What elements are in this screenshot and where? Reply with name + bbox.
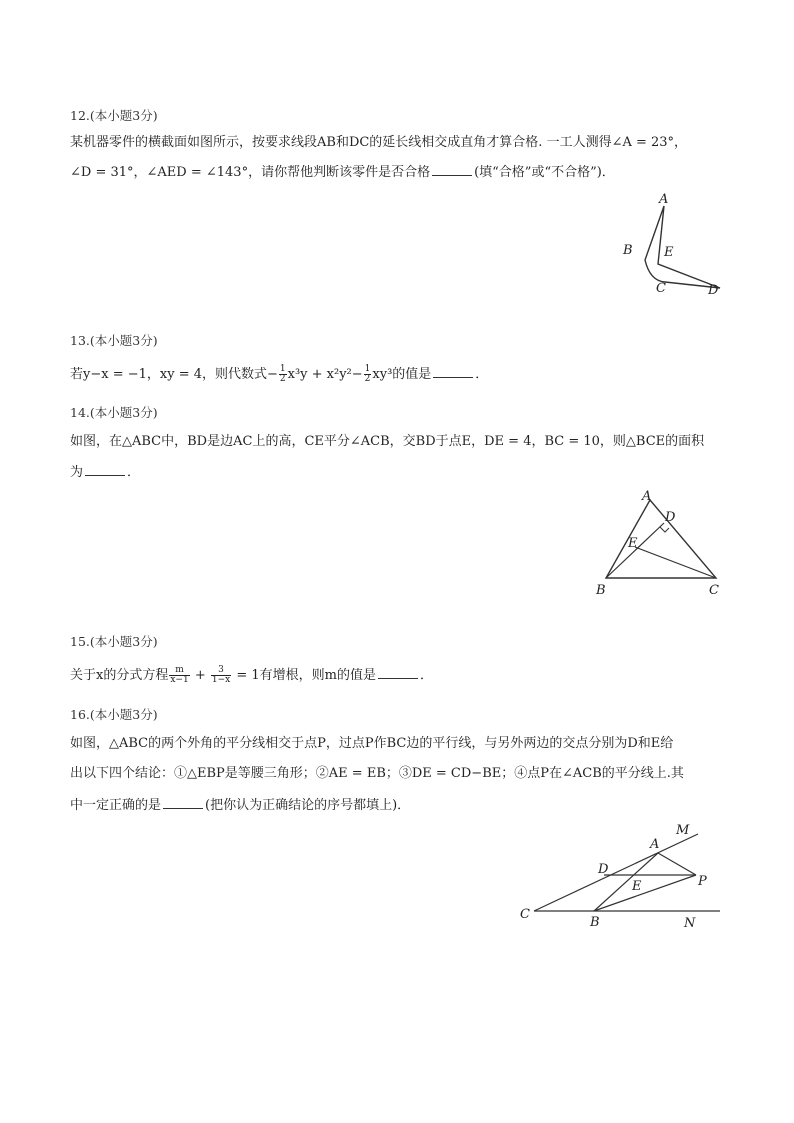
q12-label-B: B: [623, 243, 633, 258]
q15-tail: ．: [419, 668, 433, 683]
q15-text-pre: 关于x的分式方程: [70, 668, 169, 683]
q12-header: 12.(本小题3分): [70, 108, 158, 123]
q12-label-D: D: [708, 283, 719, 298]
q15-fraction-2: $\frac{3}{1-x}$: [211, 665, 231, 685]
q13-tail: ．: [475, 367, 489, 382]
q16-label-E: E: [632, 879, 642, 894]
q13-text-mid1: x³y + x²y²−: [287, 367, 363, 382]
q14-label-B: B: [596, 583, 606, 598]
q16-answer-blank[interactable]: [163, 795, 203, 809]
q14-label-E: E: [628, 536, 638, 551]
q16-label-P: P: [698, 874, 707, 889]
q14-line2-pre: 为: [70, 465, 84, 480]
q14-figure: [590, 486, 730, 605]
q12-line2-tail: (填“合格”或“不合格”)．: [474, 165, 615, 180]
q16-line3: [70, 795, 410, 816]
q13-header: 13.(本小题3分): [70, 333, 158, 348]
q12-label-A: A: [659, 192, 669, 207]
q16-figure: [512, 818, 732, 937]
q13-fraction-1: $\frac{1}{2}$: [279, 364, 286, 384]
q12-line2-text: ∠D = 31°，∠AED = ∠143°，请你帮他判断该零件是否合格: [70, 165, 431, 180]
q14-answer-blank[interactable]: [85, 462, 125, 476]
q15-answer-blank[interactable]: [378, 665, 418, 679]
q16-label-D: D: [598, 862, 609, 877]
q16-label-C: C: [520, 907, 530, 922]
q13-text-mid2: xy³的值是: [372, 367, 432, 382]
q15-plus: +: [190, 668, 210, 683]
q15-text-mid: = 1有增根，则m的值是: [232, 668, 376, 683]
q14-label-A: A: [642, 489, 652, 504]
q16-header: 16.(本小题3分): [70, 707, 158, 722]
q16-label-A: A: [650, 837, 660, 852]
q12-figure: [610, 188, 730, 304]
q16-line3-tail: (把你认为正确结论的序号都填上)．: [205, 798, 411, 813]
q16-line3-pre: 中一定正确的是: [70, 798, 162, 813]
q16-label-B: B: [590, 915, 600, 930]
q16-line2: 出以下四个结论：①△EBP是等腰三角形；②AE = EB；③DE = CD−BE；④点P在∠ACB的平分线上.其: [70, 766, 684, 781]
q14-line1: 如图，在△ABC中，BD是边AC上的高，CE平分∠ACB，交BD于点E，DE = 4，BC = 10，则△BCE的面积: [70, 434, 705, 449]
q13-fraction-2: $\frac{1}{2}$: [364, 364, 371, 384]
q12-answer-blank[interactable]: [432, 162, 472, 176]
q16-line1: 如图，△ABC的两个外角的平分线相交于点P，过点P作BC边的平行线，与另外两边的交点分别为D和E给: [70, 736, 674, 751]
q12-line1: 某机器零件的横截面如图所示，按要求线段AB和DC的延长线相交成直角才算合格. 一工人测得∠A = 23°，: [70, 135, 688, 150]
q15-line: [70, 665, 433, 686]
q15-fraction-1: $\frac{m}{x-1}$: [170, 665, 189, 685]
q14-line2: [70, 462, 140, 483]
q12-label-C: C: [656, 281, 666, 296]
q14-label-D: D: [665, 510, 676, 525]
q12-label-E: E: [664, 245, 674, 260]
q14-label-C: C: [709, 583, 719, 598]
q15-header: 15.(本小题3分): [70, 634, 158, 649]
q12-line2: [70, 162, 615, 183]
q13-answer-blank[interactable]: [433, 364, 473, 378]
q13-text-pre: 若y−x = −1，xy = 4，则代数式−: [70, 367, 278, 382]
q16-label-N: N: [684, 916, 696, 931]
q14-line2-tail: ．: [127, 465, 141, 480]
q13-line: [70, 364, 488, 385]
q14-header: 14.(本小题3分): [70, 405, 158, 420]
q16-label-M: M: [676, 823, 690, 838]
